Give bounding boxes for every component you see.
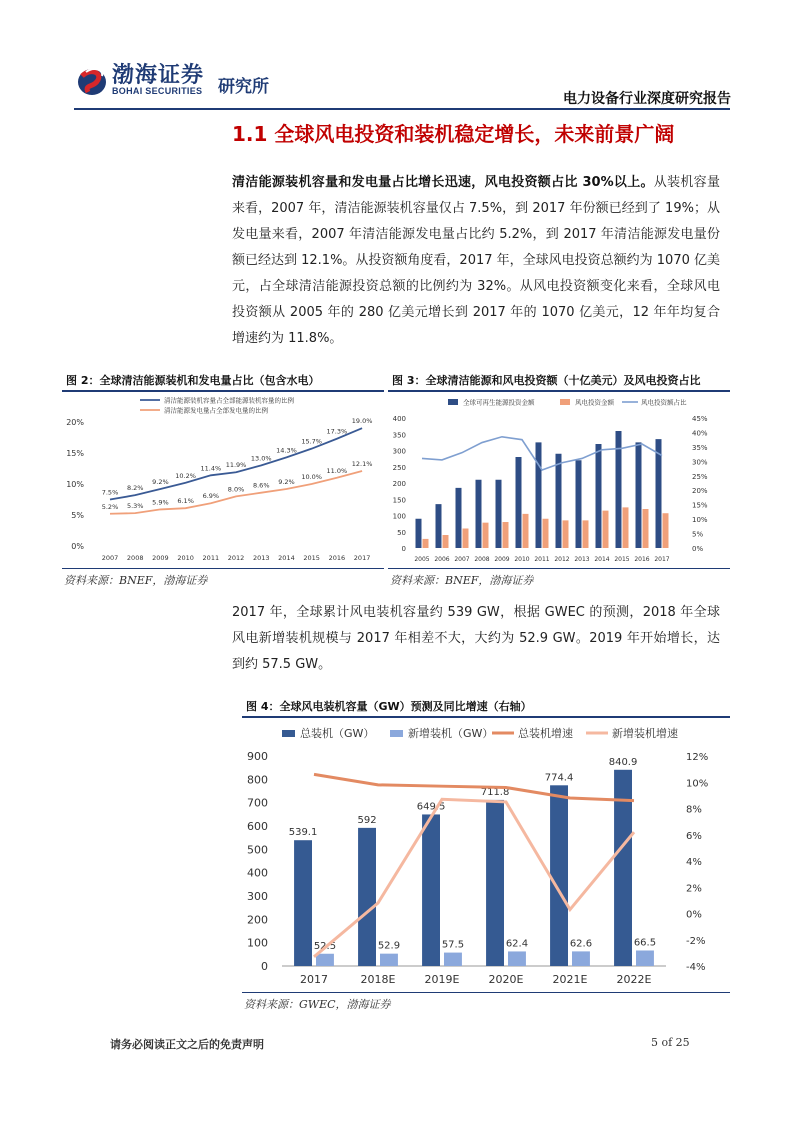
x-tick-label: 2013	[574, 556, 590, 563]
bar-wind	[443, 535, 449, 548]
data-label: 17.3%	[326, 427, 348, 436]
bar-total-label: 649.5	[416, 801, 446, 813]
legend-swatch	[560, 399, 570, 405]
y-tick-label: 150	[392, 496, 406, 505]
data-label: 19.0%	[351, 417, 373, 426]
figure-4-top-rule	[242, 716, 730, 718]
figure-4-source: 资料来源：GWEC，渤海证券	[244, 998, 391, 1011]
y-tick-label: 300	[392, 447, 406, 456]
legend-label: 全球可再生能源投资金额	[463, 398, 535, 407]
y2-tick-label: 6%	[686, 830, 702, 842]
y2-tick-label: 0%	[686, 909, 702, 921]
bar-total	[436, 504, 442, 548]
y2-tick-label: 0%	[692, 545, 704, 553]
bar-total	[636, 442, 642, 548]
bar-new-capacity	[444, 953, 462, 966]
data-label: 11.4%	[200, 464, 222, 473]
figure-2-chart	[62, 392, 384, 568]
x-tick-label: 2017	[353, 554, 371, 562]
y-tick-label: 15%	[66, 449, 84, 458]
x-tick-label: 2012	[554, 556, 570, 563]
bar-total-label: 539.1	[288, 827, 318, 839]
bar-wind	[463, 529, 469, 549]
x-tick-label: 2010	[177, 554, 194, 562]
x-tick-label: 2017	[654, 556, 670, 563]
x-tick-label: 2013	[252, 554, 270, 562]
section-title: 1.1 全球风电投资和装机稳定增长，未来前景广阔	[232, 122, 675, 146]
y2-tick-label: 8%	[686, 804, 702, 816]
bar-total	[556, 454, 562, 548]
page-number: 5 of 25	[651, 1036, 690, 1049]
bar-new-label: 52.9	[377, 940, 401, 952]
y2-tick-label: 12%	[686, 752, 709, 763]
y-tick-label: 5%	[71, 511, 84, 520]
y-tick-label: 50	[397, 528, 406, 537]
x-tick-label: 2016	[328, 554, 346, 562]
data-label: 8.2%	[126, 484, 144, 493]
legend-label: 风电投资额占比	[641, 398, 687, 407]
x-tick-label: 2015	[614, 556, 630, 563]
y2-tick-label: 10%	[692, 516, 708, 525]
x-tick-label: 2007	[454, 556, 470, 563]
bar-total-capacity	[550, 785, 568, 966]
y-tick-label: 800	[247, 773, 268, 787]
logo-english-name: BOHAI SECURITIES	[112, 86, 203, 96]
bar-new-capacity	[316, 954, 334, 966]
bar-new-label: 66.5	[633, 937, 657, 949]
x-tick-label: 2010	[514, 556, 530, 563]
bar-total	[536, 442, 542, 548]
y-tick-label: 20%	[66, 418, 84, 427]
x-tick-label: 2008	[126, 554, 144, 562]
figure-4-chart	[242, 720, 730, 990]
data-label: 9.2%	[152, 477, 169, 486]
bar-new-capacity	[572, 951, 590, 966]
bar-wind	[503, 522, 509, 548]
x-tick-label: 2012	[227, 554, 245, 562]
bar-total	[456, 488, 462, 548]
data-label: 11.0%	[326, 466, 348, 475]
figure-2-title: 图 2：全球清洁能源装机和发电量占比（包含水电）	[66, 374, 320, 387]
paragraph-1	[232, 170, 720, 352]
bar-wind	[523, 514, 529, 548]
figure-3-bottom-rule	[388, 568, 730, 569]
legend-label: 总装机（GW）	[300, 727, 375, 740]
y2-tick-label: 10%	[686, 778, 709, 790]
bar-total	[576, 460, 582, 548]
y2-tick-label: -2%	[686, 935, 706, 947]
logo-mark-icon	[76, 62, 108, 98]
y-tick-label: 100	[247, 936, 268, 950]
y2-tick-label: 20%	[692, 487, 708, 496]
bar-wind	[603, 511, 609, 548]
x-tick-label: 2018E	[360, 973, 396, 986]
x-tick-label: 2014	[278, 554, 295, 562]
data-label: 10.0%	[301, 473, 322, 481]
bar-new-capacity	[636, 950, 654, 966]
x-tick-label: 2005	[414, 556, 430, 563]
data-label: 6.9%	[202, 492, 220, 501]
disclaimer-note: 请务必阅读正文之后的免责声明	[110, 1038, 264, 1051]
data-label: 7.5%	[101, 488, 119, 497]
y-tick-label: 0%	[71, 542, 84, 551]
bar-new-label: 62.6	[569, 938, 593, 950]
y-tick-label: 250	[392, 463, 406, 472]
x-tick-label: 2006	[434, 556, 450, 563]
y-tick-label: 100	[392, 512, 406, 521]
bar-total-capacity	[294, 840, 312, 966]
bar-wind	[543, 519, 549, 548]
header-rule	[74, 108, 730, 110]
figure-3-source: 资料来源：BNEF，渤海证券	[390, 574, 534, 587]
data-label: 5.2%	[101, 502, 119, 511]
y2-tick-label: -4%	[686, 962, 706, 973]
bar-wind	[663, 513, 669, 548]
paragraph-2	[232, 600, 720, 678]
y-tick-label: 700	[247, 796, 268, 810]
legend-label: 清洁能源发电量占全部发电量的比例	[164, 406, 268, 415]
y-tick-label: 600	[247, 820, 268, 833]
x-tick-label: 2007	[101, 554, 119, 562]
data-label: 8.0%	[227, 485, 245, 494]
x-tick-label: 2015	[303, 554, 320, 562]
y-tick-label: 400	[247, 866, 268, 880]
share-line	[422, 437, 662, 470]
bar-new-capacity	[508, 951, 526, 966]
bar-total-capacity	[358, 828, 376, 966]
data-label: 12.1%	[351, 459, 373, 468]
x-tick-label: 2009	[152, 554, 169, 562]
data-label: 14.3%	[276, 446, 297, 455]
x-tick-label: 2014	[594, 556, 610, 563]
y-tick-label: 350	[392, 431, 406, 440]
logo-chinese-name: 渤海证券	[112, 62, 205, 88]
paragraph-2-body: 2017 年，全球累计风电装机容量约 539 GW，根据 GWEC 的预测，2018 年全球风电新增装机规模与 2017 年相差不大，大约为 52.9 GW。2019 年开始增长，达到约 57.5 GW。	[232, 605, 720, 672]
y2-tick-label: 5%	[692, 530, 704, 539]
x-tick-label: 2017	[300, 973, 328, 986]
report-type: 电力设备行业深度研究报告	[563, 91, 731, 107]
bar-new-capacity	[380, 954, 398, 966]
bar-total-label: 774.4	[544, 772, 574, 784]
bar-total	[476, 480, 482, 548]
y-tick-label: 200	[392, 480, 406, 488]
x-tick-label: 2011	[202, 554, 220, 562]
x-tick-label: 2022E	[616, 973, 652, 986]
total-growth-line	[314, 774, 634, 800]
bar-total	[516, 457, 522, 548]
data-label: 9.2%	[278, 477, 295, 486]
legend-swatch	[448, 399, 458, 405]
legend-label: 总装机增速	[518, 727, 573, 740]
bar-total-capacity	[422, 814, 440, 966]
figure-4-bottom-rule	[242, 992, 730, 993]
y2-tick-label: 4%	[686, 857, 702, 868]
y2-tick-label: 2%	[686, 883, 702, 895]
y-tick-label: 900	[247, 750, 268, 763]
bar-wind	[423, 539, 429, 548]
bar-total	[416, 519, 422, 548]
bar-wind	[563, 520, 569, 548]
legend-label: 清洁能源装机容量占全部能源装机容量的比例	[164, 396, 294, 405]
data-label: 5.3%	[126, 502, 144, 511]
x-tick-label: 2011	[534, 556, 550, 563]
y2-tick-label: 45%	[692, 415, 708, 423]
x-tick-label: 2019E	[424, 973, 460, 986]
legend-label: 风电投资金额	[575, 398, 614, 407]
bar-new-label: 57.5	[441, 939, 465, 951]
legend-label: 新增装机增速	[612, 727, 678, 740]
y-tick-label: 200	[247, 913, 268, 927]
y-tick-label: 0	[261, 960, 268, 973]
legend-label: 新增装机（GW）	[408, 727, 494, 740]
figure-3-title: 图 3：全球清洁能源和风电投资额（十亿美元）及风电投资占比	[392, 374, 701, 387]
data-label: 10.2%	[175, 471, 196, 480]
y2-tick-label: 35%	[692, 443, 708, 452]
institute-label: 研究所	[218, 77, 269, 97]
bar-total-label: 711.8	[480, 786, 510, 798]
bar-total	[496, 480, 502, 548]
y2-tick-label: 25%	[692, 472, 708, 481]
y-tick-label: 500	[247, 843, 268, 857]
data-label: 13.0%	[250, 454, 272, 463]
figure-2-source: 资料来源：BNEF，渤海证券	[64, 574, 208, 587]
x-tick-label: 2021E	[552, 973, 588, 986]
bar-new-label: 52.5	[313, 940, 337, 952]
data-label: 15.7%	[301, 437, 322, 446]
bar-total-capacity	[486, 800, 504, 966]
bar-wind	[623, 507, 629, 548]
figure-2-bottom-rule	[62, 568, 384, 569]
data-label: 6.1%	[177, 497, 194, 506]
figure-3-chart	[388, 392, 730, 568]
bar-total	[596, 444, 602, 548]
bar-wind	[483, 523, 489, 548]
paragraph-1-lead: 清洁能源装机容量和发电量占比增长迅速，风电投资额占比 30%以上。	[232, 175, 654, 190]
y-tick-label: 300	[247, 890, 268, 903]
y2-tick-label: 40%	[692, 429, 708, 438]
x-tick-label: 2020E	[488, 973, 524, 986]
data-label: 8.6%	[252, 481, 270, 490]
paragraph-1-body: 从装机容量来看，2007 年，清洁能源装机容量仅占 7.5%，到 2017 年份额已经到了 19%；从发电量来看，2007 年清洁能源发电量占比约 5.2%，到 2017 年清洁能源发电量份额已经达到 12.1%。从投资额角度看，2017 年，全球风电投资总额约为 1070 亿美元，占全球清洁能源投资总额的比例约为 32%。从风电投资额变化来看，全球风电投资额从 2005 年的 280 亿美元增长到 2017 年的 1070 亿美元，12 年年均复合增速约为 11.8%。	[232, 175, 720, 346]
legend-swatch	[390, 730, 403, 737]
legend-swatch	[282, 730, 295, 737]
x-tick-label: 2016	[634, 556, 650, 563]
x-tick-label: 2008	[474, 556, 490, 563]
bar-wind	[583, 520, 589, 548]
bar-total-label: 840.9	[608, 756, 638, 768]
x-tick-label: 2009	[494, 556, 510, 563]
y-tick-label: 400	[392, 415, 406, 423]
data-label: 11.9%	[225, 461, 247, 470]
bar-new-label: 62.4	[505, 938, 529, 950]
y2-tick-label: 15%	[692, 501, 708, 510]
y-tick-label: 10%	[66, 480, 84, 489]
data-label: 5.9%	[152, 498, 169, 507]
figure-4-title: 图 4：全球风电装机容量（GW）预测及同比增速（右轴）	[246, 700, 532, 713]
bar-total-label: 592	[357, 814, 377, 826]
y-tick-label: 0	[401, 545, 406, 553]
y2-tick-label: 30%	[692, 458, 708, 467]
bar-wind	[643, 509, 649, 548]
